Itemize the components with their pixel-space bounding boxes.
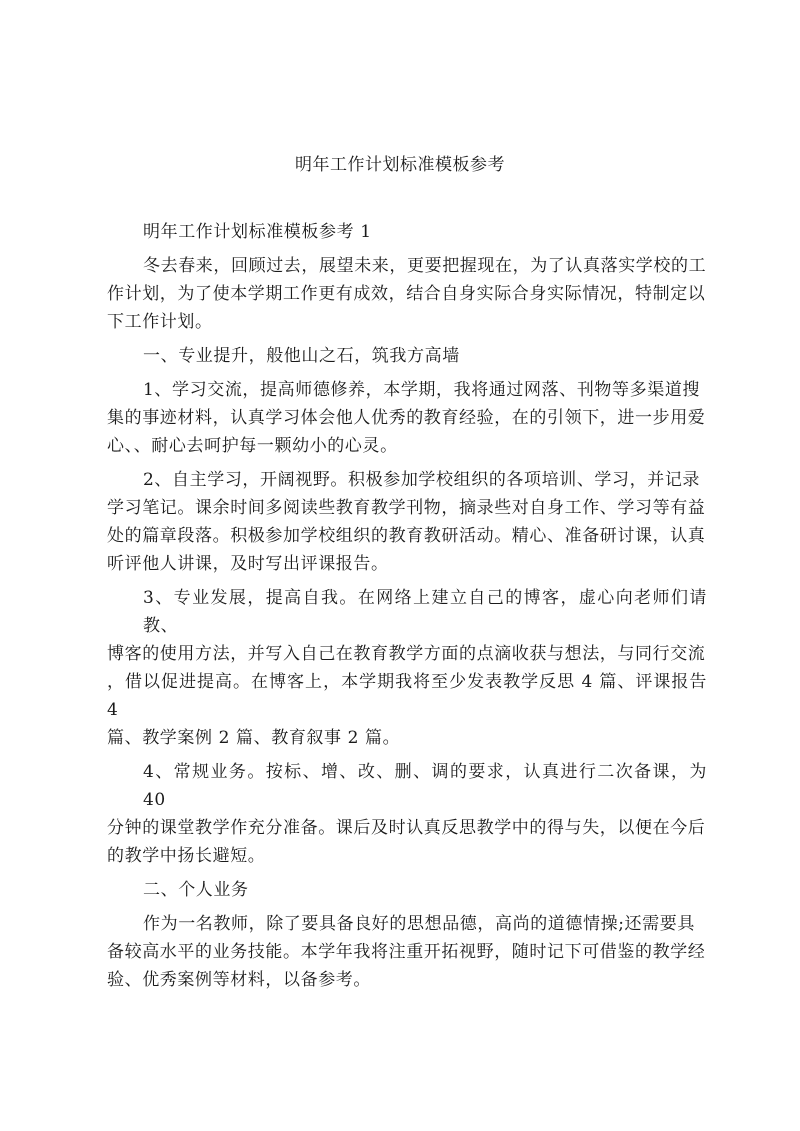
item-4-paragraph <box>107 758 707 870</box>
item-5-paragraph <box>107 910 707 994</box>
text-line: 2、自主学习，开阔视野。积极参加学校组织的各项培训、学习，并记录 <box>143 470 701 490</box>
item-2-paragraph <box>107 466 707 578</box>
item-3-paragraph <box>107 584 707 752</box>
document-body <box>107 218 707 1000</box>
text-line: 分钟的课堂教学作充分准备。课后及时认真反思教学中的得与失，以便在今后 <box>107 818 706 838</box>
text-line: ，借以促进提高。在博客上，本学期我将至少发表教学反思 4 篇、评课报告 4 <box>107 672 707 720</box>
text-line: 作为一名教师，除了要具备良好的思想品德，高尚的道德情操;还需要具 <box>143 914 695 934</box>
text-line: 篇、教学案例 2 篇、教育叙事 2 篇。 <box>107 728 401 748</box>
text-line: 作计划，为了使本学期工作更有成效，结合自身实际合身实际情况，特制定以 <box>107 284 706 304</box>
document-subtitle: 明年工作计划标准模板参考 1 <box>143 222 372 242</box>
text-line: 冬去春来，回顾过去，展望未来，更要把握现在，为了认真落实学校的工 <box>143 256 707 276</box>
item-1-paragraph <box>107 376 707 460</box>
section-heading-2: 二、个人业务 <box>143 880 249 900</box>
text-line: 4、常规业务。按标、增、改、删、调的要求，认真进行二次备课，为 40 <box>143 762 707 810</box>
text-line: 心、、耐心去呵护每一颗幼小的心灵。 <box>107 436 398 456</box>
text-line: 下工作计划。 <box>107 312 213 332</box>
text-line: 听评他人讲课，及时写出评课报告。 <box>107 554 389 574</box>
text-line: 备较高水平的业务技能。本学年我将注重开拓视野，随时记下可借鉴的教学经 <box>107 942 706 962</box>
text-line: 的教学中扬长避短。 <box>107 846 266 866</box>
intro-paragraph <box>107 252 707 336</box>
text-line: 博客的使用方法，并写入自己在教育教学方面的点滴收获与想法，与同行交流 <box>107 644 706 664</box>
text-line: 处的篇章段落。积极参加学校组织的教育教研活动。精心、准备研讨课，认真 <box>107 526 706 546</box>
text-line: 学习笔记。课余时间多阅读些教育教学刊物，摘录些对自身工作、学习等有益 <box>107 498 706 518</box>
section-heading-1: 一、专业提升，般他山之石，筑我方高墙 <box>143 346 460 366</box>
text-line: 3、专业发展，提高自我。在网络上建立自己的博客，虚心向老师们请教、 <box>143 588 707 636</box>
text-line: 1、学习交流，提高师德修养，本学期，我将通过网落、刊物等多渠道搜 <box>143 380 701 400</box>
text-line: 集的事迹材料，认真学习体会他人优秀的教育经验，在的引领下，进一步用爱 <box>107 408 706 428</box>
text-line: 验、优秀案例等材料，以备参考。 <box>107 970 371 990</box>
document-title: 明年工作计划标准模板参考 <box>295 155 505 175</box>
